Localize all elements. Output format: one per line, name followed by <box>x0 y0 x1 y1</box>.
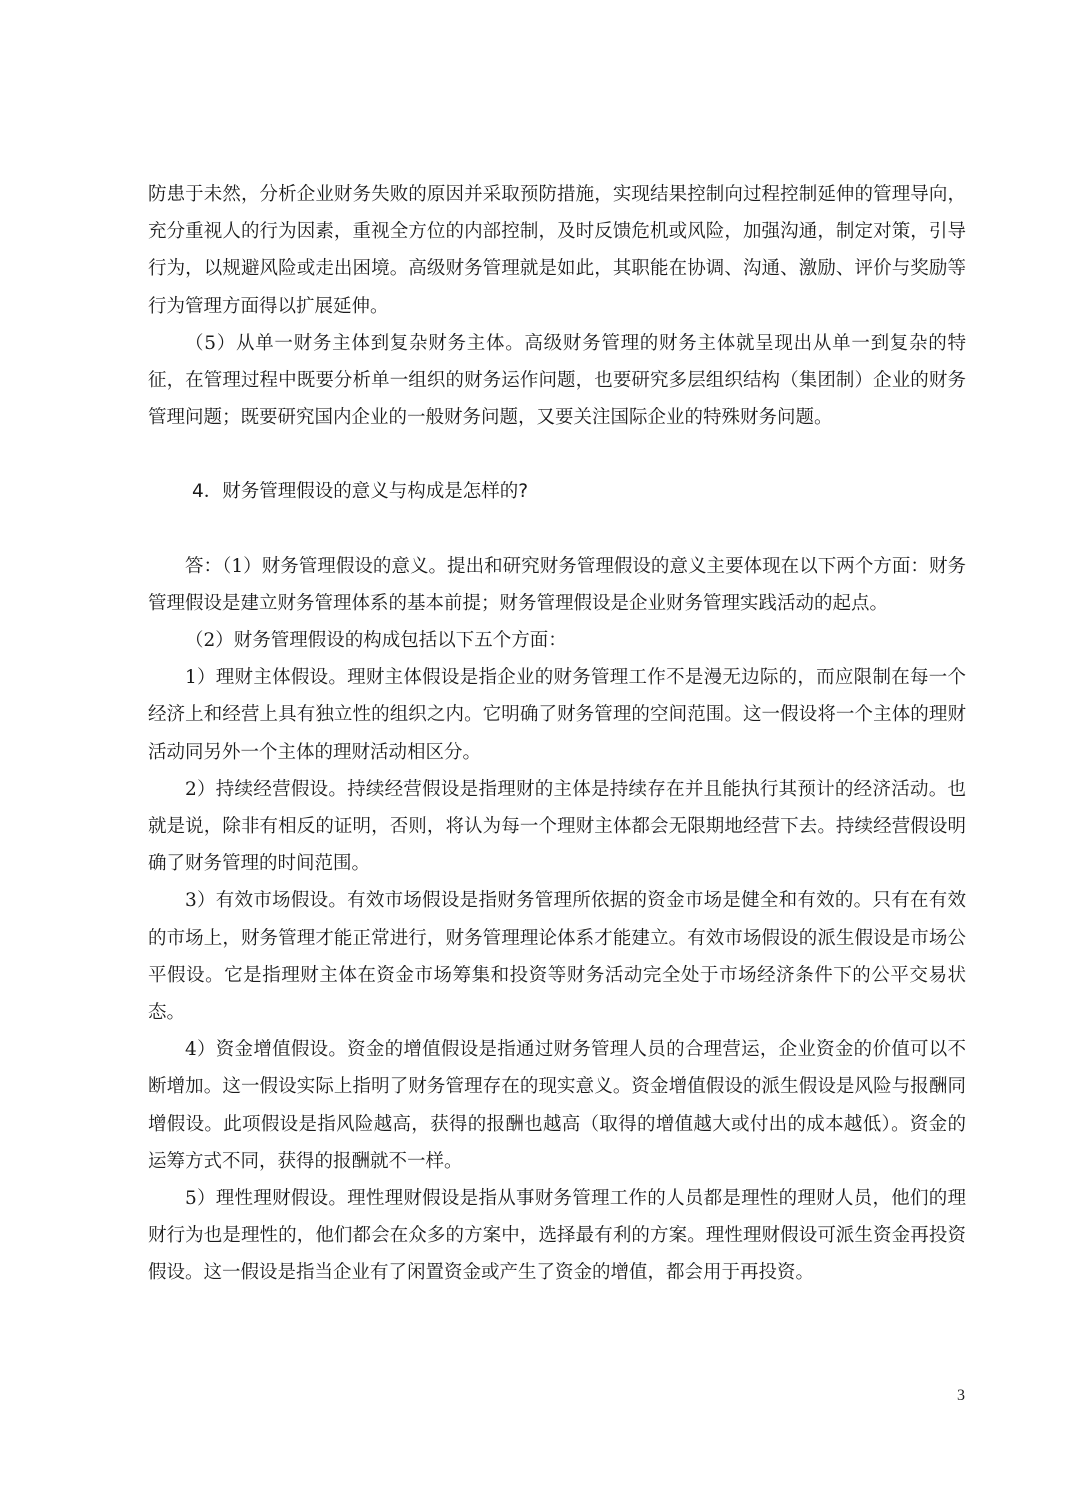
answer-paragraph-significance: 答：（1）财务管理假设的意义。提出和研究财务管理假设的意义主要体现在以下两个方面：财务管理假设是建立财务管理体系的基本前提；财务管理假设是企业财务管理实践活动的起点。 <box>148 555 966 614</box>
page-content <box>148 176 966 1292</box>
answer-paragraph-value-increase: 4）资金增值假设。资金的增值假设是指通过财务管理人员的合理营运，企业资金的价值可以不断增加。这一假设实际上指明了财务管理存在的现实意义。资金增值假设的派生假设是风险与报酬同增假设。此项假设是指风险越高，获得的报酬也越高（取得的增值越大或付出的成本越低）。资金的运筹方式不同，获得的报酬就不一样。 <box>148 1039 966 1172</box>
page-number: 3 <box>957 1387 965 1404</box>
answer-paragraph-going-concern: 2）持续经营假设。持续经营假设是指理财的主体是持续存在并且能执行其预计的经济活动。也就是说，除非有相反的证明，否则，将认为每一个理财主体都会无限期地经营下去。持续经营假设明确了财务管理的时间范围。 <box>148 778 966 875</box>
answer-paragraph-composition-intro: （2）财务管理假设的构成包括以下五个方面： <box>185 630 567 652</box>
paragraph-point-5: （5）从单一财务主体到复杂财务主体。高级财务管理的财务主体就呈现出从单一到复杂的特征，在管理过程中既要分析单一组织的财务运作问题，也要研究多层组织结构（集团制）企业的财务管理问题；既要研究国内企业的一般财务问题，又要关注国际企业的特殊财务问题。 <box>148 332 966 429</box>
paragraph-continuation: 防患于未然，分析企业财务失败的原因并采取预防措施，实现结果控制向过程控制延伸的管理导向，充分重视人的行为因素，重视全方位的内部控制，及时反馈危机或风险，加强沟通，制定对策，引导行为，以规避风险或走出困境。高级财务管理就是如此，其职能在协调、沟通、激励、评价与奖励等行为管理方面得以扩展延伸。 <box>148 184 966 317</box>
spacer <box>148 436 966 473</box>
answer-paragraph-efficient-market: 3）有效市场假设。有效市场假设是指财务管理所依据的资金市场是健全和有效的。只有在有效的市场上，财务管理才能正常进行，财务管理理论体系才能建立。有效市场假设的派生假设是市场公平假设。它是指理财主体在资金市场筹集和投资等财务活动完全处于市场经济条件下的公平交易状态。 <box>148 890 966 1024</box>
answer-paragraph-rational-finance: 5）理性理财假设。理性理财假设是指从事财务管理工作的人员都是理性的理财人员，他们的理财行为也是理性的，他们都会在众多的方案中，选择最有利的方案。理性理财假设可派生资金再投资假设。这一假设是指当企业有了闲置资金或产生了资金的增值，都会用于再投资。 <box>148 1188 966 1284</box>
question-heading: 4．财务管理假设的意义与构成是怎样的? <box>192 481 529 503</box>
answer-paragraph-entity-assumption: 1）理财主体假设。理财主体假设是指企业的财务管理工作不是漫无边际的，而应限制在每一个经济上和经营上具有独立性的组织之内。它明确了财务管理的空间范围。这一假设将一个主体的理财活动同另外一个主体的理财活动相区分。 <box>148 667 966 763</box>
spacer <box>148 511 966 548</box>
